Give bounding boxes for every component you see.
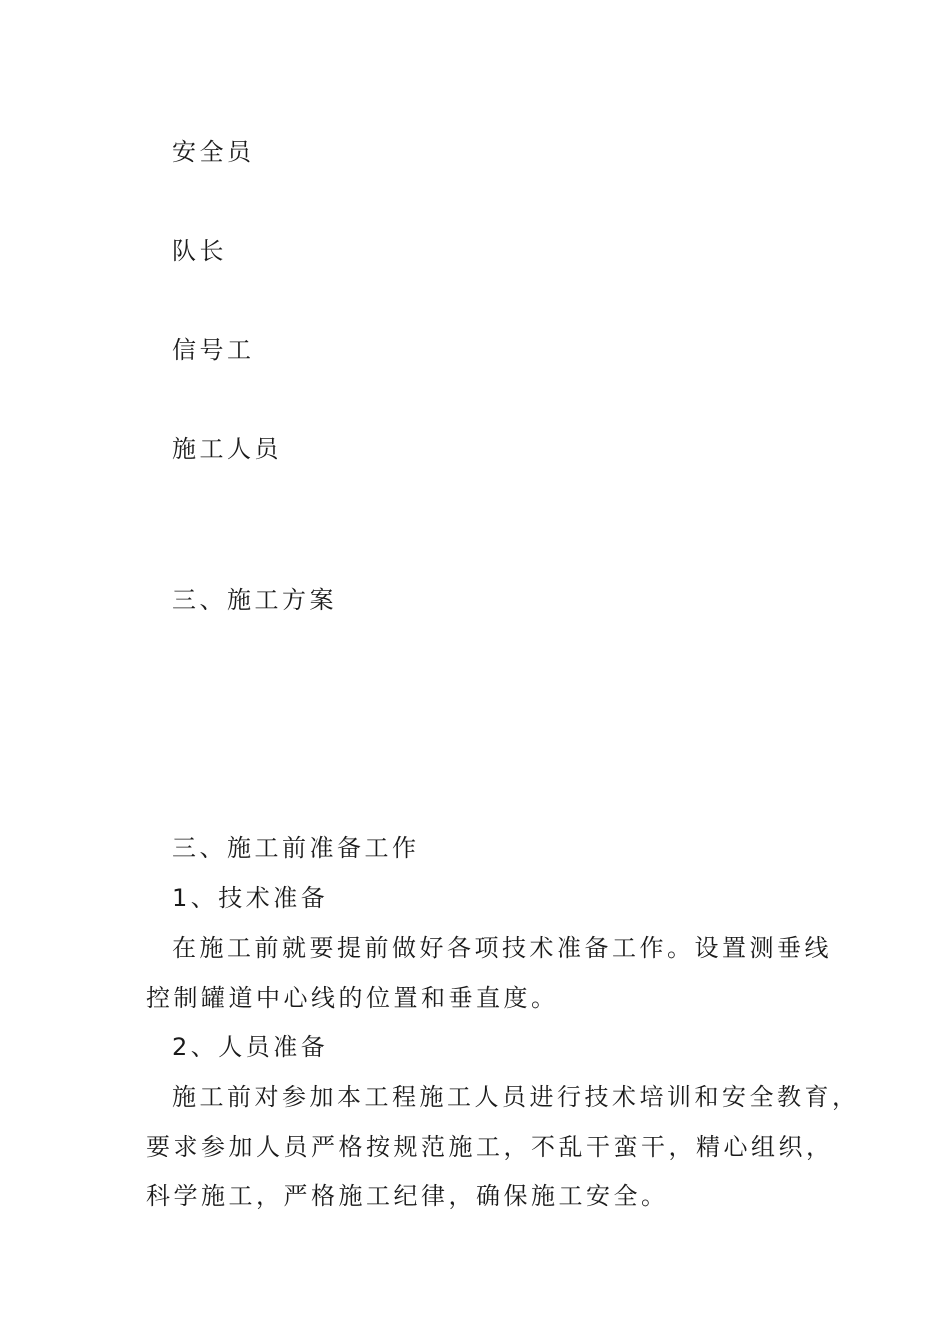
section-heading-preparation: 三、施工前准备工作	[172, 834, 420, 862]
subheading-tech-prep: 1、技术准备	[172, 884, 329, 912]
paragraph-tech-line-2: 控制罐道中心线的位置和垂直度。	[146, 984, 559, 1012]
role-signalman: 信号工	[172, 336, 255, 364]
paragraph-tech-line-1: 在施工前就要提前做好各项技术准备工作。设置测垂线	[172, 934, 832, 962]
paragraph-staff-line-1: 施工前对参加本工程施工人员进行技术培训和安全教育，	[172, 1083, 860, 1111]
section-heading-plan: 三、施工方案	[172, 586, 337, 614]
role-safety-officer: 安全员	[172, 138, 255, 166]
paragraph-staff-line-2: 要求参加人员严格按规范施工，不乱干蛮干，精心组织，	[146, 1133, 834, 1161]
paragraph-staff-line-3: 科学施工，严格施工纪律，确保施工安全。	[146, 1182, 669, 1210]
subheading-staff-prep: 2、人员准备	[172, 1033, 329, 1061]
role-construction-staff: 施工人员	[172, 435, 282, 463]
role-team-leader: 队长	[172, 237, 227, 265]
